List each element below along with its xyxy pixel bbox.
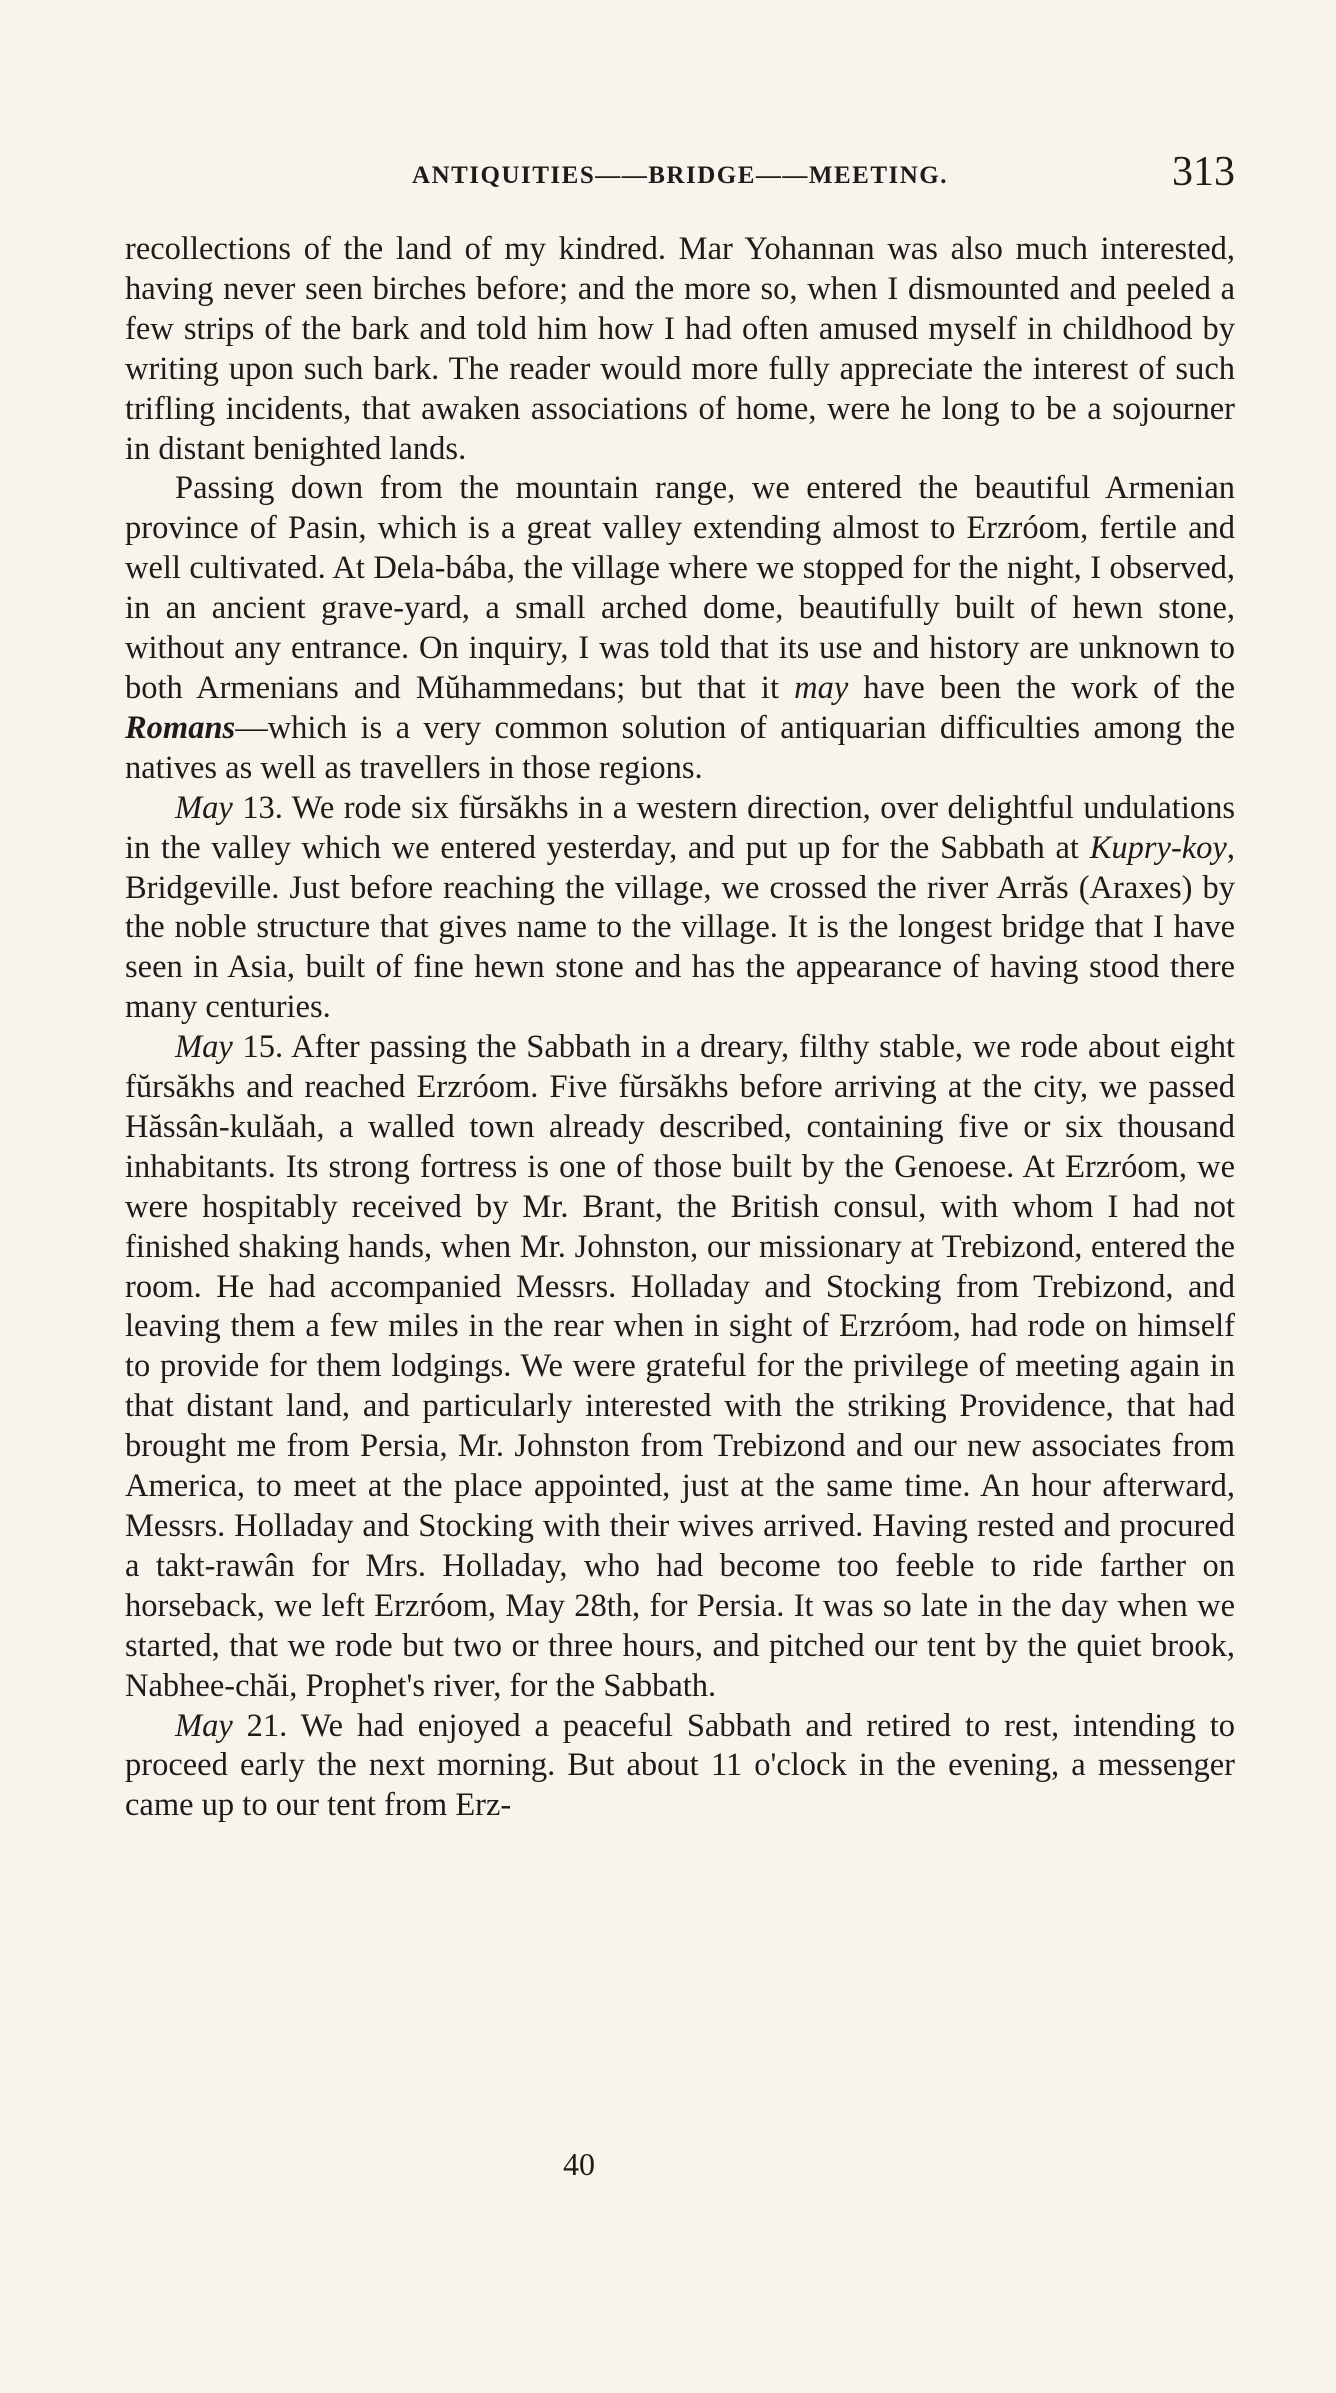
emphasis-romans: Romans [125, 709, 236, 746]
paragraph-may-21 [125, 1707, 1235, 1827]
emphasis-may: may [794, 669, 849, 706]
paragraph-text: 21. We had enjoyed a peaceful Sabbath and retired to rest, intending to proceed early the next morning. But about 11 o'clock in the evening, a messenger came up to our tent from Erz- [125, 1707, 1235, 1824]
paragraph-text: 13. We rode six fŭrsăkhs in a western direction, over delightful undulations in the valley which we entered yesterday, and put up for the Sabbath at [125, 789, 1235, 866]
body-text [125, 230, 1235, 1826]
paragraph-text: Passing down from the mountain range, we entered the beautiful Armenian province of Pasin, which is a great valley extending almost to Erzróom, fertile and well cultivated. At Dela-bába, the village where we stopped for the night, I observed, in an ancient grave-yard, a small arched dome, beautifully built of hewn stone, without any entrance. On inquiry, I was told that its use and history are unknown to both Armenians and Mŭhammedans; but that it [125, 470, 1235, 706]
page-number: 313 [1172, 149, 1235, 195]
paragraph-may-15 [125, 1028, 1235, 1706]
date-label: May [175, 1707, 233, 1744]
place-name-kupry-koy: Kupry-koy [1089, 829, 1227, 866]
paragraph-text: recollections of the land of my kindred. Mar Yohannan was also much interested, having never seen birches before; and the more so, when I dismounted and peeled a few strips of the bark and told him how I had often amused myself in childhood by writing upon such bark. The reader would more fully appreciate the interest of such trifling incidents, that awaken associations of home, were he long to be a sojourner in distant benighted lands. [125, 231, 1235, 467]
page-header [125, 148, 1235, 204]
running-head: ANTIQUITIES——BRIDGE——MEETING. [412, 162, 948, 189]
paragraph-text: —which is a very common solution of antiquarian difficulties among the natives as well as travellers in those regions. [125, 709, 1235, 786]
paragraph-text: have been the work of the [848, 669, 1235, 706]
date-label: May [175, 1029, 233, 1066]
paragraph-text: 15. After passing the Sabbath in a dreary, filthy stable, we rode about eight fŭrsăkhs and reached Erzróom. Five fŭrsăkhs before arriving at the city, we passed Hăssân-kulăah, a walled town already described, containing five or six thousand inhabitants. Its strong fortress is one of those built by the Genoese. At Erzróom, we were hospitably received by Mr. Brant, the British consul, with whom I had not finished shaking hands, when Mr. Johnston, our missionary at Trebizond, entered the room. He had accompanied Messrs. Holladay and Stocking from Trebizond, and leaving them a few miles in the rear when in sight of Erzróom, had rode on himself to provide for them lodgings. We were grateful for the privilege of meeting again in that distant land, and particularly interested with the striking Providence, that had brought me from Persia, Mr. Johnston from Trebizond and our new associates from America, to meet at the place appointed, just at the same time. An hour afterward, Messrs. Holladay and Stocking with their wives arrived. Having rested and procured a takt-rawân for Mrs. Holladay, who had become too feeble to ride farther on horseback, we left Erzróom, May 28th, for Persia. It was so late in the day when we started, that we rode but two or three hours, and pitched our tent by the quiet brook, Nabhee-chăi, Prophet's river, for the Sabbath. [125, 1029, 1235, 1704]
signature-mark: 40 [563, 2146, 595, 2182]
paragraph-text: , Bridgeville. Just before reaching the village, we crossed the river Arrăs (Araxes) by the noble structure that gives name to the village. It is the longest bridge that I have seen in Asia, built of fine hewn stone and has the appearance of having stood there many centuries. [125, 829, 1235, 1026]
paragraph-birches [125, 230, 1235, 469]
date-label: May [175, 789, 233, 826]
paragraph-may-13 [125, 789, 1235, 1028]
paragraph-pasin [125, 469, 1235, 788]
